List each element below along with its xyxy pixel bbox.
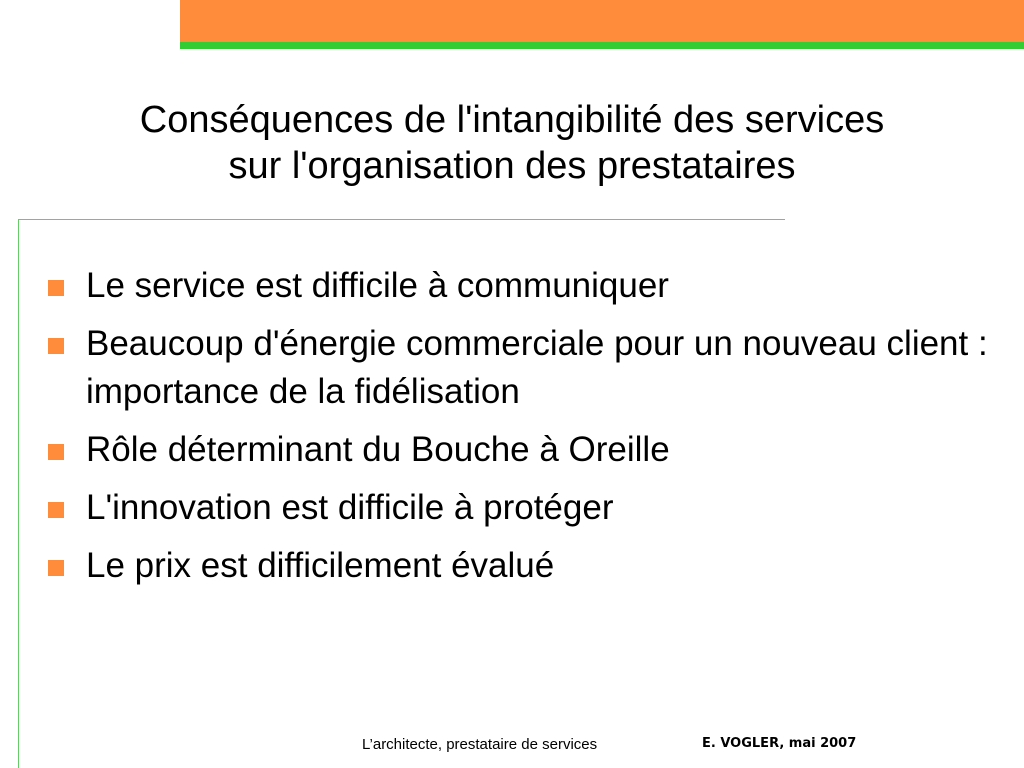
square-bullet-icon xyxy=(48,444,64,460)
bullet-text: Beaucoup d'énergie commerciale pour un nouveau client : importance de la fidélisation xyxy=(86,324,988,411)
bullet-item xyxy=(46,542,1006,590)
bullet-item xyxy=(46,320,1006,416)
bullet-item xyxy=(46,426,1006,474)
bullet-list xyxy=(46,262,1006,600)
square-bullet-icon xyxy=(48,280,64,296)
bullet-item xyxy=(46,484,1006,532)
bullet-text: Le prix est difficilement évalué xyxy=(86,546,555,585)
slide-title-line-1: Conséquences de l'intangibilité des services xyxy=(139,99,885,141)
square-bullet-icon xyxy=(48,338,64,354)
bullet-text: Rôle déterminant du Bouche à Oreille xyxy=(86,430,670,469)
bullet-text: Le service est difficile à communiquer xyxy=(86,266,669,305)
header-green-line xyxy=(180,42,1024,49)
content-frame-left-rule xyxy=(18,219,19,768)
footer-caption: L’architecte, prestataire de services xyxy=(362,736,598,753)
slide-title-line-2: sur l'organisation des prestataires xyxy=(228,145,796,187)
slide-title xyxy=(0,97,1024,189)
footer-author-date: E. VOGLER, mai 2007 xyxy=(702,736,857,751)
content-frame-top-rule xyxy=(18,219,785,220)
square-bullet-icon xyxy=(48,502,64,518)
square-bullet-icon xyxy=(48,560,64,576)
bullet-text: L'innovation est difficile à protéger xyxy=(86,488,614,527)
bullet-item xyxy=(46,262,1006,310)
header-orange-band xyxy=(180,0,1024,42)
